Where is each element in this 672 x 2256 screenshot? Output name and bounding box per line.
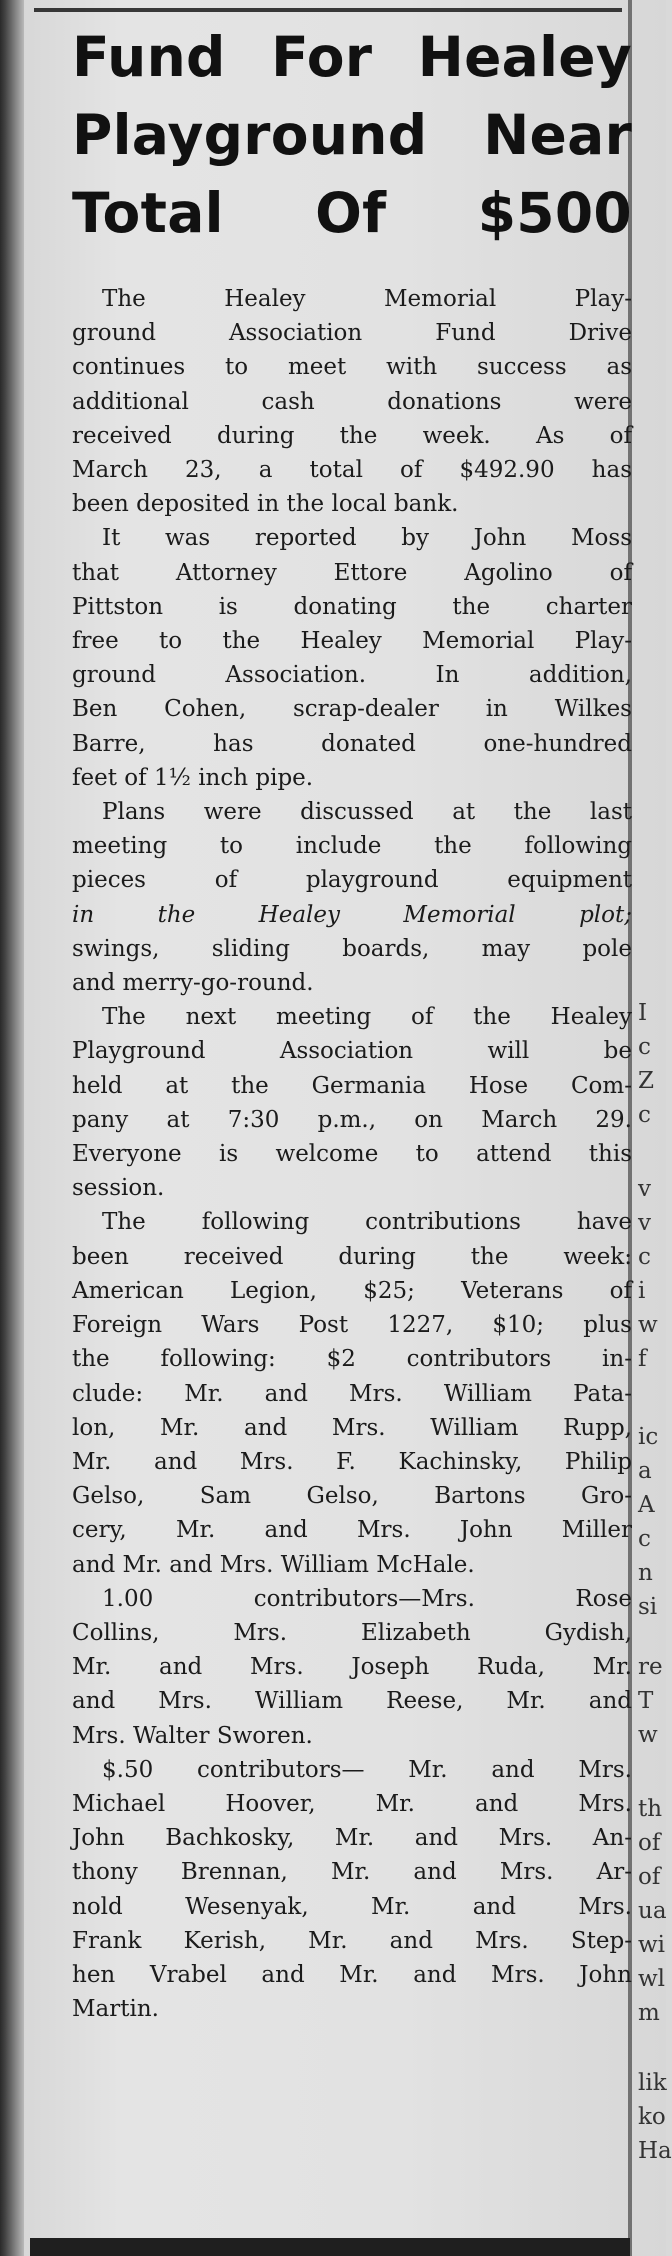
- paragraph-line: The Healey Memorial Play-: [102, 286, 632, 312]
- paragraph-line: Michael Hoover, Mr. and Mrs.: [72, 1790, 632, 1817]
- paragraph-line: 1.00 contributors—Mrs. Rose: [102, 1585, 632, 1612]
- paragraph-line: free to the Healey Memorial Play-: [72, 628, 632, 655]
- paragraph-line: thony Brennan, Mr. and Mrs. Ar-: [72, 1859, 632, 1886]
- column-fragment: th: [638, 1796, 663, 1822]
- column-fragment: w: [638, 1722, 658, 1748]
- paragraph: [72, 795, 632, 1000]
- top-column-rule: [34, 8, 622, 12]
- column-fragment: A: [638, 1492, 655, 1518]
- paragraph-line: Plans were discussed at the last: [102, 799, 632, 826]
- column-fragment: I: [638, 1000, 648, 1026]
- column-fragment: m: [638, 2000, 660, 2026]
- paragraph-line: Mr. and Mrs. Joseph Ruda, Mr.: [72, 1654, 632, 1681]
- paragraph-line: and merry-go-round.: [72, 970, 314, 997]
- paragraph-line: The next meeting of the Healey: [102, 1004, 632, 1031]
- paragraph-line: additional cash donations were: [72, 388, 632, 415]
- column-fragment: lik: [638, 2070, 667, 2096]
- paragraph-line: received during the week. As of: [72, 422, 632, 449]
- column-fragment: c: [638, 1526, 651, 1552]
- paragraph-line: The following contributions have: [102, 1209, 632, 1236]
- adjacent-column-fragments: [634, 0, 672, 2256]
- paragraph-line: John Bachkosky, Mr. and Mrs. An-: [72, 1825, 632, 1852]
- column-fragment: ua: [638, 1898, 667, 1924]
- paragraph-line: been deposited in the local bank.: [72, 491, 459, 518]
- article-body: [72, 282, 632, 2026]
- paragraph-line: Pittston is donating the charter: [72, 593, 632, 620]
- column-fragment: v: [638, 1176, 651, 1202]
- column-fragment: si: [638, 1594, 658, 1620]
- paragraph-line: that Attorney Ettore Agolino of: [72, 559, 632, 586]
- paragraph-line: feet of 1½ inch pipe.: [72, 764, 314, 791]
- paragraph: [72, 1753, 632, 2027]
- paragraph-line: Playground Association will be: [72, 1038, 632, 1065]
- paragraph-line: session.: [72, 1175, 165, 1202]
- paragraph-line: Gelso, Sam Gelso, Bartons Gro-: [72, 1483, 632, 1510]
- headline-line: Fund For Healey: [72, 25, 632, 89]
- paragraph-line: Everyone is welcome to attend this: [72, 1141, 632, 1168]
- bottom-rule: [30, 2238, 630, 2256]
- column-fragment: re: [638, 1654, 663, 1680]
- paragraph-line: Ben Cohen, scrap-dealer in Wilkes: [72, 696, 632, 723]
- paragraph-line: Mr. and Mrs. F. Kachinsky, Philip: [72, 1448, 632, 1475]
- paragraph-line: and Mr. and Mrs. William McHale.: [72, 1551, 475, 1578]
- column-fragment: ko: [638, 2104, 666, 2130]
- paragraph-line: been received during the week:: [72, 1243, 632, 1270]
- column-fragment: wl: [638, 1966, 666, 1992]
- column-fragment: i: [638, 1278, 646, 1304]
- paragraph-line: hen Vrabel and Mr. and Mrs. John: [72, 1961, 632, 1988]
- paragraph-line: ground Association. In addition,: [72, 662, 632, 689]
- headline-line: Playground Near: [72, 103, 632, 167]
- column-fragment: ic: [638, 1424, 659, 1450]
- headline: [72, 18, 632, 252]
- column-fragment: v: [638, 1210, 651, 1236]
- column-fragment: Z: [638, 1068, 654, 1094]
- column-fragment: of: [638, 1830, 661, 1856]
- paragraph-line: nold Wesenyak, Mr. and Mrs.: [72, 1893, 632, 1920]
- column-fragment: a: [638, 1458, 652, 1484]
- paragraph-line: continues to meet with success as: [72, 354, 632, 381]
- column-fragment: w: [638, 1312, 658, 1338]
- paragraph-line: the following: $2 contributors in-: [72, 1346, 632, 1373]
- paragraph-line: swings, sliding boards, may pole: [72, 935, 632, 962]
- paragraph-line: $.50 contributors— Mr. and Mrs.: [102, 1756, 632, 1783]
- paragraph-line: ground Association Fund Drive: [72, 320, 632, 347]
- paragraph-line: held at the Germania Hose Com-: [72, 1072, 632, 1099]
- article-header: [72, 18, 632, 252]
- paragraph: [72, 1000, 632, 1205]
- paragraph-line: in the Healey Memorial plot;: [72, 901, 632, 928]
- column-fragment: c: [638, 1034, 651, 1060]
- paragraph: [72, 1205, 632, 1581]
- column-fragment: T: [638, 1688, 654, 1714]
- paragraph-line: clude: Mr. and Mrs. William Pata-: [72, 1380, 632, 1407]
- paragraph-line: cery, Mr. and Mrs. John Miller: [72, 1517, 632, 1544]
- paragraph-line: Frank Kerish, Mr. and Mrs. Step-: [72, 1927, 632, 1954]
- column-fragment: n: [638, 1560, 653, 1586]
- paragraph: [72, 1582, 632, 1753]
- column-fragment: wi: [638, 1932, 666, 1958]
- column-fragment: c: [638, 1244, 651, 1270]
- paragraph-line: Martin.: [72, 1996, 159, 2023]
- paragraph-line: lon, Mr. and Mrs. William Rupp,: [72, 1414, 632, 1441]
- headline-line: Total Of $500: [72, 181, 632, 245]
- paragraph-line: meeting to include the following: [72, 833, 632, 860]
- paragraph-line: Mrs. Walter Sworen.: [72, 1722, 313, 1749]
- paragraph-line: pany at 7:30 p.m., on March 29.: [72, 1106, 632, 1133]
- scan-shadow-edge: [0, 0, 24, 2256]
- column-fragment: Ha: [638, 2138, 672, 2164]
- paragraph-line: Foreign Wars Post 1227, $10; plus: [72, 1312, 632, 1339]
- paragraph-line: March 23, a total of $492.90 has: [72, 457, 632, 484]
- paragraph: [72, 282, 632, 521]
- paragraph-line: pieces of playground equipment: [72, 867, 632, 894]
- column-fragment: f: [638, 1346, 647, 1372]
- paragraph-line: It was reported by John Moss: [102, 525, 632, 552]
- column-fragment: of: [638, 1864, 661, 1890]
- paragraph-line: American Legion, $25; Veterans of: [72, 1277, 632, 1304]
- column-fragment: c: [638, 1102, 651, 1128]
- paragraph-line: Barre, has donated one-hundred: [72, 730, 632, 757]
- paragraph-line: Collins, Mrs. Elizabeth Gydish,: [72, 1619, 632, 1646]
- paragraph-line: and Mrs. William Reese, Mr. and: [72, 1688, 632, 1715]
- paragraph: [72, 521, 632, 795]
